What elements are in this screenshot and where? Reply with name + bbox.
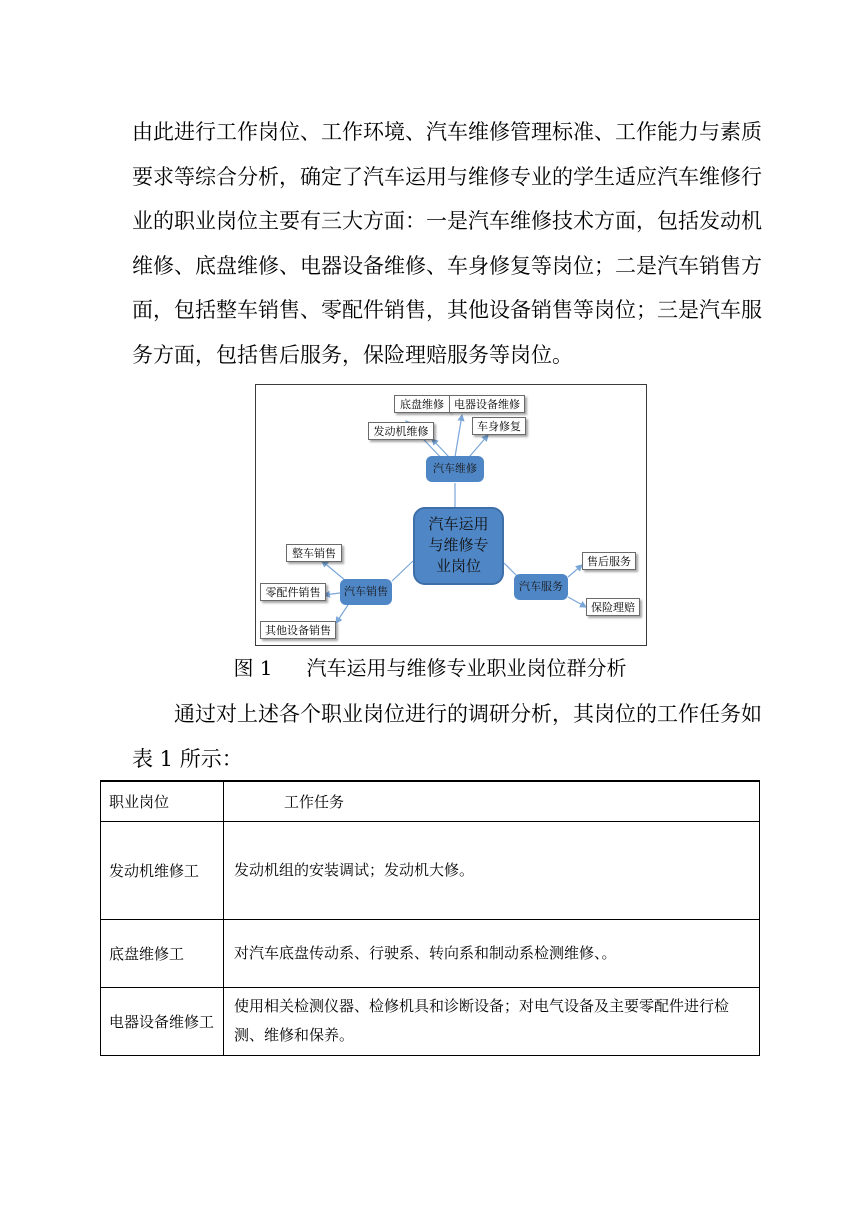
text-line: 业的职业岗位主要有三大方面：一是汽车维修技术方面，包括发动机 — [132, 209, 762, 233]
table-header-cell: 职业岗位 — [101, 781, 224, 821]
table-row — [101, 987, 760, 1055]
table-cell-task: 发动机组的安装调试；发动机大修。 — [224, 821, 760, 919]
figure-number: 图 1 — [233, 656, 273, 680]
job-group-diagram — [255, 384, 647, 646]
node-after-sales-service: 售后服务 — [582, 552, 636, 570]
connector-line — [336, 605, 348, 623]
connector-line — [392, 561, 413, 581]
node-other-equipment-sales: 其他设备销售 — [260, 621, 336, 639]
table-header-row — [101, 781, 760, 821]
figure-caption — [0, 654, 860, 682]
center-line: 汽车运用 — [428, 515, 489, 533]
table-cell-task: 对汽车底盘传动系、行驶系、转向系和制动系检测维修、。 — [224, 919, 760, 987]
connector-line — [455, 415, 462, 457]
intro-paragraph — [132, 110, 762, 377]
node-parts-sales: 零配件销售 — [260, 583, 326, 601]
node-insurance-claims: 保险理赔 — [586, 598, 640, 616]
text-line: 由此进行工作岗位、工作环境、汽车维修管理标准、工作能力与素质 — [132, 120, 762, 144]
connector-line — [324, 593, 340, 595]
text-line: 维修、底盘维修、电器设备维修、车身修复等岗位；二是汽车销售方 — [132, 253, 762, 278]
table-cell-task: 使用相关检测仪器、检修机具和诊断设备；对电气设备及主要零配件进行检测、维修和保养。 — [224, 987, 760, 1055]
node-chassis-repair: 底盘维修 — [394, 395, 450, 413]
connector-line — [568, 597, 586, 607]
table-cell-position: 电器设备维修工 — [101, 987, 224, 1055]
table-cell-position: 发动机维修工 — [101, 821, 224, 919]
table-cell-position: 底盘维修工 — [101, 919, 224, 987]
table-row — [101, 821, 760, 919]
text-line: 通过对上述各个职业岗位进行的调研分析，其岗位的工作任务如 — [132, 702, 762, 726]
node-electrical-repair: 电器设备维修 — [449, 395, 525, 413]
node-auto-service: 汽车服务 — [514, 574, 568, 600]
node-vehicle-sales: 整车销售 — [286, 544, 342, 562]
text-line: 表 1 所示： — [132, 746, 243, 771]
connector-line — [432, 439, 449, 457]
center-line: 与维修专 — [428, 536, 489, 554]
connector-line — [568, 565, 582, 577]
node-center-auto-jobs — [413, 507, 504, 585]
node-auto-repair: 汽车维修 — [426, 456, 484, 482]
table-row — [101, 919, 760, 987]
node-body-repair: 车身修复 — [472, 417, 526, 435]
node-engine-repair: 发动机维修 — [368, 422, 434, 440]
task-intro-paragraph — [132, 692, 762, 781]
figure-title: 汽车运用与维修专业职业岗位群分析 — [306, 656, 627, 680]
job-task-table — [100, 780, 760, 1056]
text-line: 要求等综合分析，确定了汽车运用与维修专业的学生适应汽车维修行 — [132, 164, 762, 189]
center-line: 业岗位 — [435, 557, 481, 575]
table-header-cell: 工作任务 — [224, 781, 760, 821]
text-line: 务方面，包括售后服务，保险理赔服务等岗位。 — [132, 342, 573, 367]
text-line: 面，包括整车销售、零配件销售，其他设备销售等岗位；三是汽车服 — [132, 298, 762, 322]
connector-line — [322, 561, 346, 581]
node-auto-sales: 汽车销售 — [340, 579, 392, 605]
